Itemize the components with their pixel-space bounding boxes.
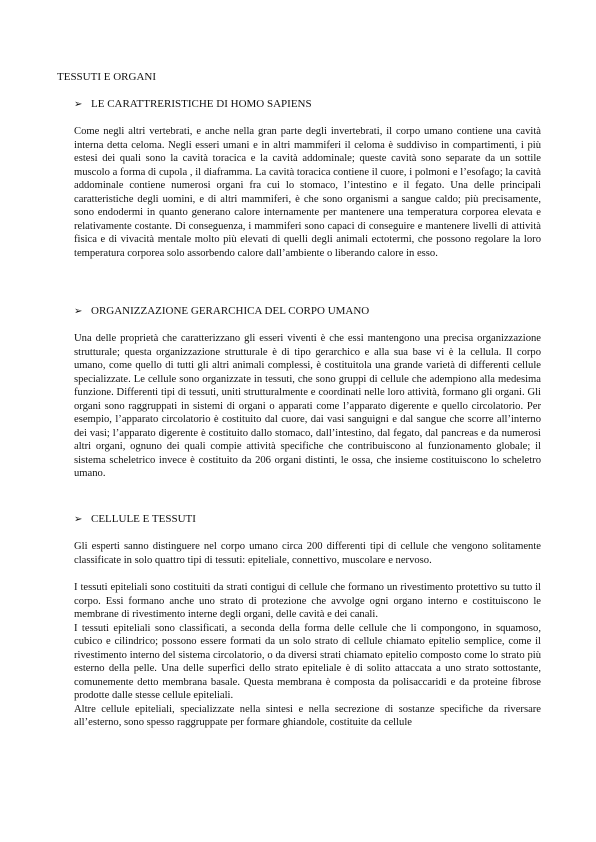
section-heading-text: ORGANIZZAZIONE GERARCHICA DEL CORPO UMANO [91,305,370,317]
section-heading-cellule [74,512,196,527]
section-heading-organizzazione [74,304,369,319]
paragraph: Altre cellule epiteliali, specializzate nella sintesi e nella secrezione di sostanze specifiche da riversare all’esterno, sono spesso raggruppate per formare ghiandole, costituite da cellule [74,703,541,728]
paragraph: I tessuti epiteliali sono costituiti da strati contigui di cellule che formano un rivestimento protettivo su tutto il corpo. Essi formano anche uno strato di protezione che avvolge ogni organo interno e costituiscono le membrane di rivestimento interne degli organi, delle cavità e dei canali. [74,582,541,620]
section-heading-homo-sapiens [74,97,312,112]
section-body-cellule-tessuti [74,581,541,730]
document-title: TESSUTI E ORGANI [57,71,156,83]
paragraph: Una delle proprietà che caratterizzano gli esseri viventi è che essi mantengono una precisa organizzazione strutturale; questa organizzazione strutturale è di tipo gerarchico e alla sua base vi è la cellula. Il corpo umano, come quello di tutti gli altri animali complessi, è costituitola una grande varietà di differenti cellule specializzate. Le cellule sono organizzate in tessuti, che sono gruppi di cellule che adempiono alla medesima funzione. Differenti tipi di tessuti, uniti strutturalmente e coordinati nelle loro attività, formano gli organi. Gli organi sono raggruppati in sistemi di organi o apparati come l’apparato digerente e quello circolatorio. Per esempio, l’apparato circolatorio è costituito dal cuore, dai vasi sanguigni e dal sangue che scorre all’interno dei vasi; l’apparato digerente è costituito dallo stomaco, dall’intestino, dal fegato, dal pancreas e da numerosi altri organi, ognuno dei quali compie attività specifiche che contribuiscono al funzionamento globale; il sistema scheletrico invece è costituito da 206 organi distinti, le ossa, che insieme costituiscono lo scheletro umano. [74,333,541,479]
paragraph: Come negli altri vertebrati, e anche nella gran parte degli invertebrati, il corpo umano contiene una cavità interna detta celoma. Negli esseri umani e in altri mammiferi il celoma è suddiviso in compartimenti, i più estesi dei quali sono la cavità toracica e la cavità addominale; queste cavità sono separate da un sottile muscolo a forma di cupola , il diaframma. La cavità toracica contiene il cuore, i polmoni e l’esofago; la cavità addominale contiene numerosi organi fra cui lo stomaco, l’intestino e il fegato. Una delle principali caratteristiche degli uomini, e di altri mammiferi, è che sono organismi a sangue caldo; più precisamente, sono endodermi in quanto generano calore internamente per mantenere una temperatura corporea elevata e relativamente costante. Di conseguenza, i mammiferi sono capaci di conseguire e mantenere livelli di attività fisica e di vivacità mentale molto più elevati di quelli degli animali ectotermi, che possono regolare la loro temperatura corporea solo assorbendo calore dall’ambiente o liberando calore in esso. [74,126,541,259]
section-heading-text: CELLULE E TESSUTI [91,513,196,525]
arrow-bullet-icon: ➢ [74,514,83,525]
section-heading-text: LE CARATTRERISTICHE DI HOMO SAPIENS [91,98,312,110]
arrow-bullet-icon: ➢ [74,99,83,110]
section-body-organizzazione [74,332,541,481]
section-body-homo-sapiens [74,125,541,260]
paragraph: I tessuti epiteliali sono classificati, a seconda della forma delle cellule che li compongono, in squamoso, cubico e cilindrico; possono essere formati da un solo strato di cellule chiamato epitelio semplice, come il rivestimento interno del sistema circolatorio, o da diversi strati chiamato epitelio composto come lo strato più esterno della pelle. Una delle superfici dello strato epiteliale è di solito attaccata a uno strato sottostante, comunemente detto membrana basale. Questa membrana è composta da polisaccaridi e da proteine fibrose prodotte dalle stesse cellule epiteliali. [74,622,541,701]
section-body-cellule-intro [74,540,541,567]
arrow-bullet-icon: ➢ [74,306,83,317]
paragraph: Gli esperti sanno distinguere nel corpo umano circa 200 differenti tipi di cellule che vengono solitamente classificate in solo quattro tipi di tessuti: epiteliale, connettivo, muscolare e nervoso. [74,541,541,566]
